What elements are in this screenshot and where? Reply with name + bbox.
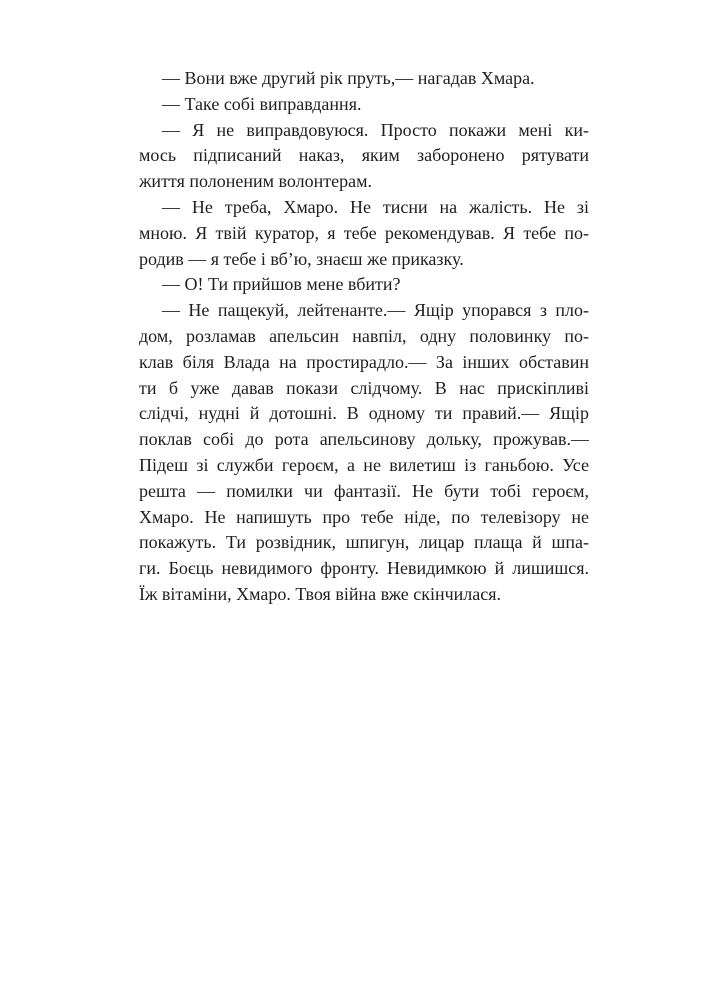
text-line: родив — я тебе і вб’ю, знаєш же приказку. xyxy=(139,248,464,269)
text-line: — О! Ти прийшов мене вбити? xyxy=(162,274,401,295)
text-line: решта — помилки чи фантазії. Не бути тобі героєм, xyxy=(139,480,589,501)
text-line: — Не треба, Хмаро. Не тисни на жалість. Не зі xyxy=(162,196,589,217)
body-text xyxy=(139,66,589,608)
text-line: мось підписаний наказ, яким заборонено рятувати xyxy=(139,145,589,166)
text-line: ти б уже давав покази слідчому. В нас прискіпливі xyxy=(139,377,589,398)
text-line: дом, розламав апельсин навпіл, одну половинку по- xyxy=(139,325,589,346)
text-line: клав біля Влада на простирадло.— За інших обставин xyxy=(139,351,589,372)
text-line: Хмаро. Не напишуть про тебе ніде, по телевізору не xyxy=(139,506,589,527)
text-line: слідчі, нудні й дотошні. В одному ти правий.— Ящір xyxy=(139,403,589,424)
text-line: поклав собі до рота апельсинову дольку, прожував.— xyxy=(139,429,589,450)
text-line: Їж вітаміни, Хмаро. Твоя війна вже скінчилася. xyxy=(139,583,502,604)
text-line: — Я не виправдовуюся. Просто покажи мені ки- xyxy=(162,119,589,140)
text-line: мною. Я твій куратор, я тебе рекомендував. Я тебе по- xyxy=(139,222,589,243)
text-line: — Таке собі виправдання. xyxy=(162,93,362,114)
text-line: покажуть. Ти розвідник, шпигун, лицар плаща й шпа- xyxy=(139,532,589,553)
text-line: Підеш зі служби героєм, а не вилетиш із ганьбою. Усе xyxy=(139,454,589,475)
text-line: ги. Боєць невидимого фронту. Невидимкою й лишишся. xyxy=(139,558,589,579)
text-line: життя полоненим волонтерам. xyxy=(139,171,372,192)
text-line: — Не пащекуй, лейтенанте.— Ящір упорався з пло- xyxy=(162,300,589,321)
text-line: — Вони вже другий рік пруть,— нагадав Хмара. xyxy=(162,68,535,88)
